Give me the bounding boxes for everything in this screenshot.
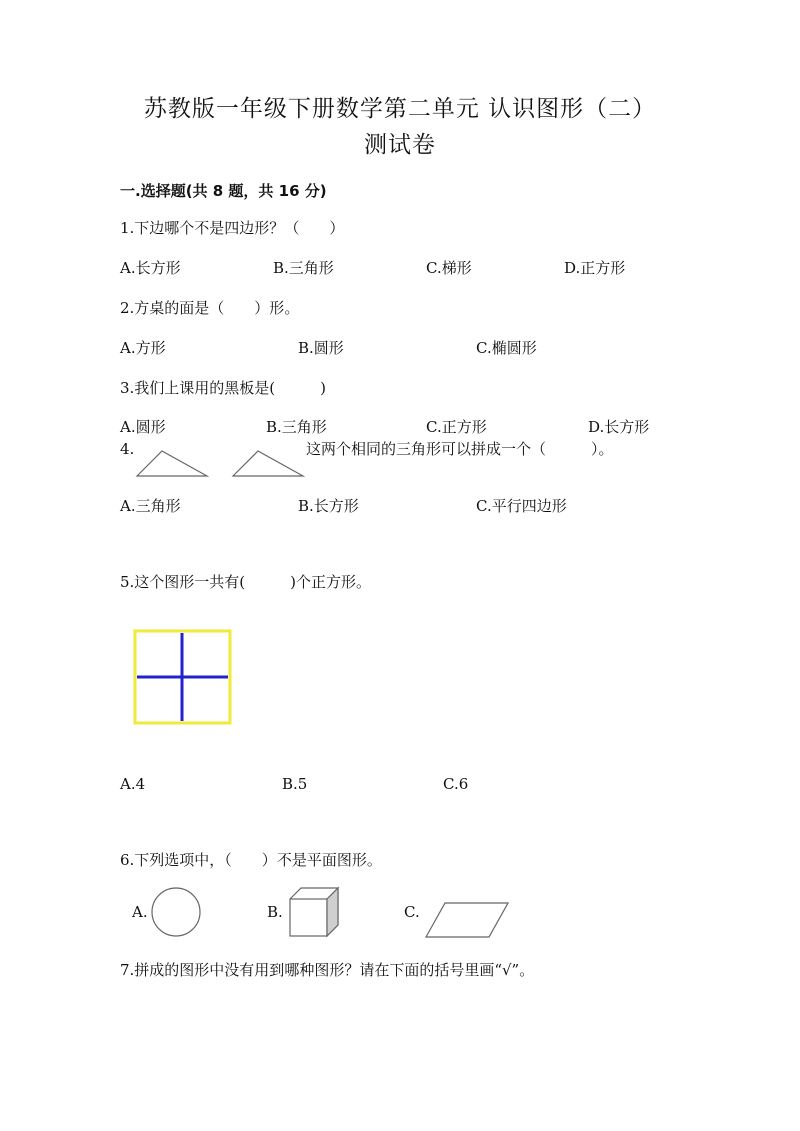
q5-option-a[interactable]: A.4 — [120, 775, 146, 793]
question-4-number: 4. — [120, 440, 135, 458]
q3-option-b[interactable]: B.三角形 — [266, 418, 327, 436]
q4-option-a[interactable]: A.三角形 — [120, 497, 181, 515]
q1-option-d[interactable]: D.正方形 — [564, 259, 626, 277]
page-title: 苏教版一年级下册数学第二单元 认识图形（二） — [143, 96, 657, 122]
question-1: 1.下边哪个不是四边形？（ ） — [120, 219, 345, 237]
q1-option-c[interactable]: C.梯形 — [426, 259, 472, 277]
cube-side-face — [327, 888, 338, 936]
q6-option-c[interactable]: C. — [404, 903, 420, 921]
page-subtitle: 测试卷 — [364, 132, 436, 158]
question-5: 5.这个图形一共有( )个正方形。 — [120, 573, 372, 591]
q5-option-c[interactable]: C.6 — [443, 775, 469, 793]
circle-shape — [152, 888, 200, 936]
section-heading: 一.选择题(共 8 题，共 16 分) — [120, 182, 327, 200]
q3-option-c[interactable]: C.正方形 — [426, 418, 487, 436]
q6-option-b[interactable]: B. — [267, 903, 283, 921]
q1-option-a[interactable]: A.长方形 — [120, 259, 181, 277]
q2-option-c[interactable]: C.椭圆形 — [476, 339, 537, 357]
q1-option-b[interactable]: B.三角形 — [273, 259, 334, 277]
q5-option-b[interactable]: B.5 — [282, 775, 308, 793]
question-6: 6.下列选项中，（ ）不是平面图形。 — [120, 851, 382, 869]
q4-option-c[interactable]: C.平行四边形 — [476, 497, 567, 515]
question-7: 7.拼成的图形中没有用到哪种图形？请在下面的括号里画“√”。 — [120, 961, 535, 979]
q3-option-d[interactable]: D.长方形 — [588, 418, 650, 436]
q6-option-a[interactable]: A. — [132, 903, 148, 921]
q2-option-b[interactable]: B.圆形 — [298, 339, 344, 357]
question-3: 3.我们上课用的黑板是( ) — [120, 379, 327, 397]
q4-option-b[interactable]: B.长方形 — [298, 497, 359, 515]
question-4: 这两个相同的三角形可以拼成一个（ ）。 — [306, 440, 614, 458]
q3-option-a[interactable]: A.圆形 — [120, 418, 166, 436]
question-2: 2.方桌的面是（ ）形。 — [120, 299, 300, 317]
parallelogram-shape — [426, 903, 508, 937]
q2-option-a[interactable]: A.方形 — [120, 339, 166, 357]
